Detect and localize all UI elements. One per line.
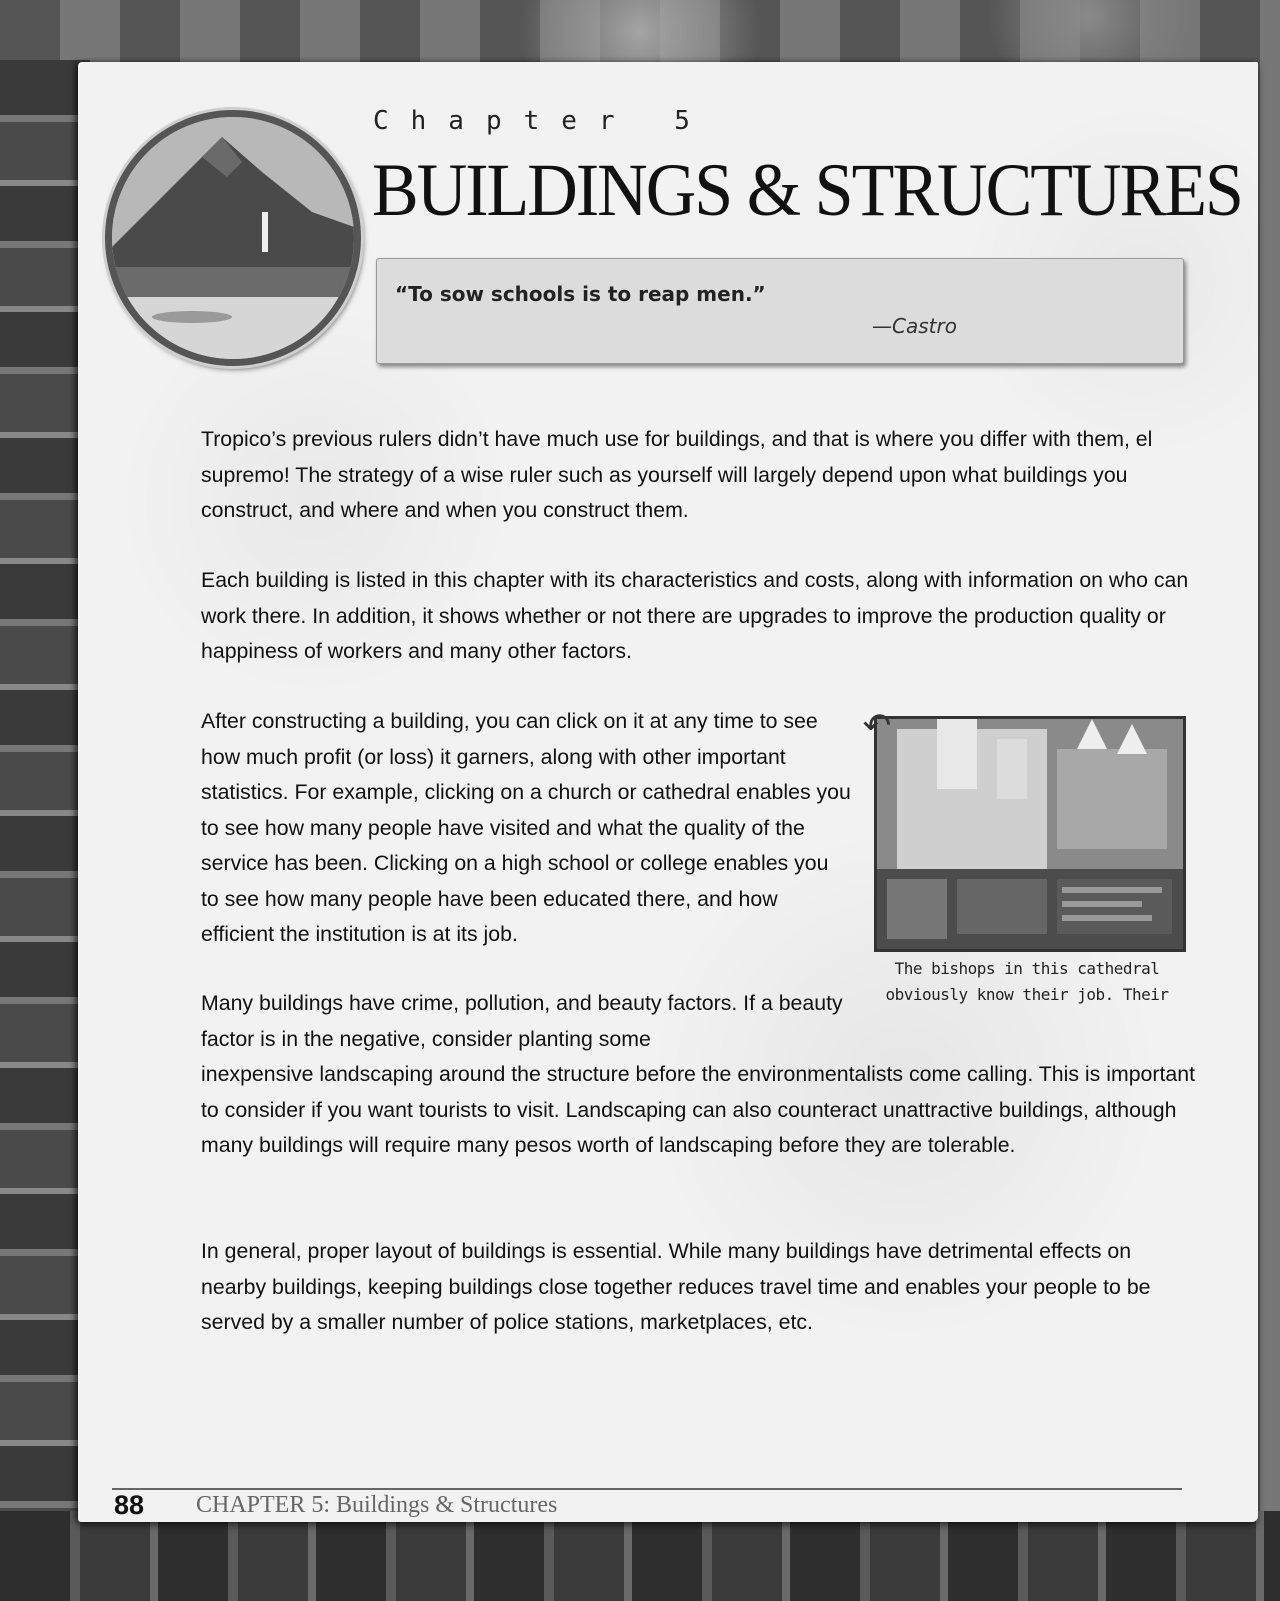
- body-paragraph-1: Tropico’s previous rulers didn’t have much use for buildings, and that is where you differ with them, el supremo! The strategy of a wise ruler such as yourself will largely depend upon what buildings you construct, and where and when you construct them.: [201, 427, 1153, 522]
- quote-box: [376, 258, 1184, 364]
- body-paragraph-4-end: inexpensive landscaping around the structure before the environmentalists come calling. This is important to consider if you want tourists to visit. Landscaping can also counteract unattractive buildings, although many buildings will require many pesos worth of landscaping before they are tolerable.: [201, 1062, 1195, 1157]
- running-title: CHAPTER 5: Buildings & Structures: [196, 1492, 558, 1518]
- chapter-label: Chapter 5: [373, 106, 712, 136]
- footer-divider: [112, 1488, 1182, 1490]
- island-medallion-image: [105, 110, 361, 366]
- stone-wall-bottom: [0, 1511, 1280, 1601]
- quote-author: —Castro: [872, 314, 957, 338]
- quote-text: “To sow schools is to reap men.”: [395, 282, 766, 306]
- back-arrow-icon: ↶: [862, 706, 892, 746]
- chapter-title: BUILDINGS & STRUCTURES: [372, 149, 1242, 233]
- figure-caption: The bishops in this cathedral obviously know their job. Their: [885, 959, 1169, 1004]
- body-paragraph-2: Each building is listed in this chapter with its characteristics and costs, along with information on who can work there. In addition, it shows whether or not there are upgrades to improve the production quality or happiness of workers and many other factors.: [201, 568, 1189, 663]
- body-paragraph-3: After constructing a building, you can click on it at any time to see how much profit (or loss) it garners, along with other important statistics. For example, clicking on a church or cathedral enables you to see how many people have visited and what the quality of the service has been. Clicking on a high school or college enables you to see how many people have been educated there, and how efficient the institution is at its job.: [201, 709, 851, 946]
- page-number: 88: [114, 1490, 145, 1520]
- cathedral-screenshot: [874, 716, 1186, 952]
- body-paragraph-4-start: Many buildings have crime, pollution, and beauty factors. If a beauty factor is in the negative, consider planting some: [201, 991, 843, 1051]
- body-paragraph-5: In general, proper layout of buildings is essential. While many buildings have detrimental effects on nearby buildings, keeping buildings close together reduces travel time and enables your people to be served by a smaller number of police stations, marketplaces, etc.: [201, 1239, 1151, 1334]
- stone-wall-left: [0, 60, 90, 1520]
